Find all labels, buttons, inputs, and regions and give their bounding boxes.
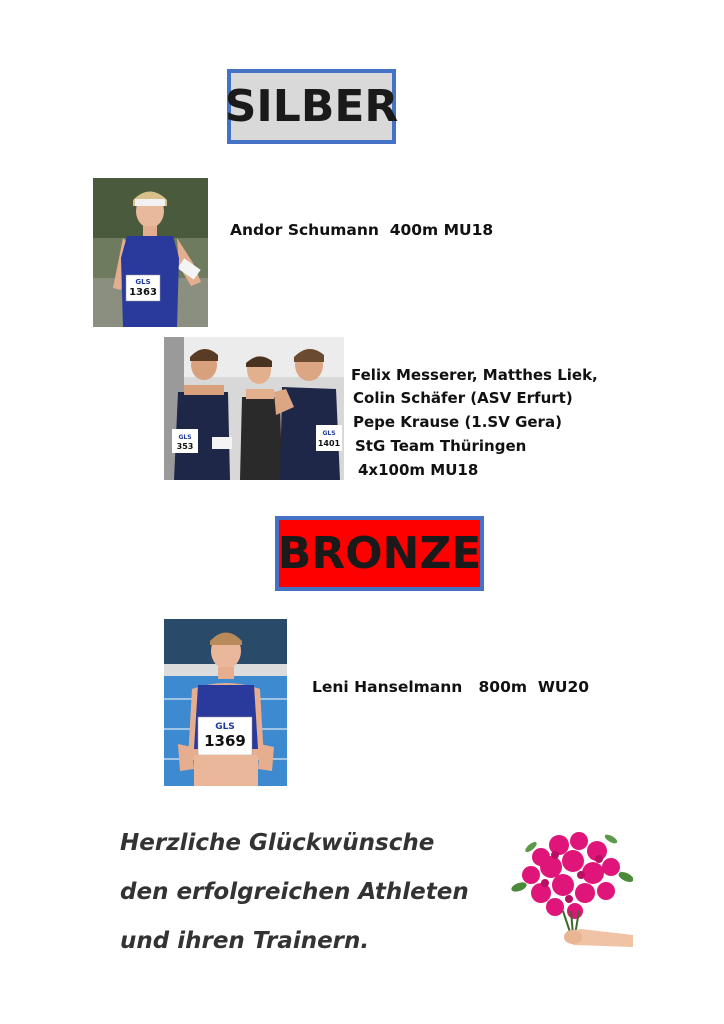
bib-number-left: 353	[176, 442, 194, 451]
bronze-heading: BRONZE	[275, 516, 484, 591]
bib-number-right: 1401	[317, 439, 341, 448]
bronze-athlete-text: Leni Hanselmann 800m WU20	[312, 678, 590, 696]
relay-team-photo	[164, 337, 344, 480]
bib-sponsor: GLS	[135, 278, 151, 286]
relay-line-4: StG Team Thüringen	[355, 437, 527, 455]
bib-number: 1363	[129, 287, 157, 298]
congrats-line-1: Herzliche Glückwünsche	[120, 830, 435, 856]
relay-line-2: Colin Schäfer (ASV Erfurt)	[353, 389, 573, 407]
silver-athlete-text: Andor Schumann 400m MU18	[230, 221, 494, 239]
relay-line-1: Felix Messerer, Matthes Liek,	[351, 366, 598, 384]
athlete-photo-bronze	[164, 619, 287, 786]
silver-heading: SILBER	[227, 69, 396, 144]
svg-text:GLS: GLS	[178, 434, 192, 441]
congrats-line-2: den erfolgreichen Athleten	[120, 879, 469, 905]
svg-text:GLS: GLS	[322, 430, 336, 437]
congrats-line-3: und ihren Trainern.	[120, 928, 370, 954]
athlete-photo-silver	[93, 178, 208, 327]
relay-line-3: Pepe Krause (1.SV Gera)	[353, 413, 562, 431]
flower-bouquet-icon	[511, 827, 633, 948]
bib-number-bronze: 1369	[204, 732, 246, 750]
bib-sponsor-bronze: GLS	[215, 722, 235, 732]
relay-line-5: 4x100m MU18	[358, 461, 479, 479]
